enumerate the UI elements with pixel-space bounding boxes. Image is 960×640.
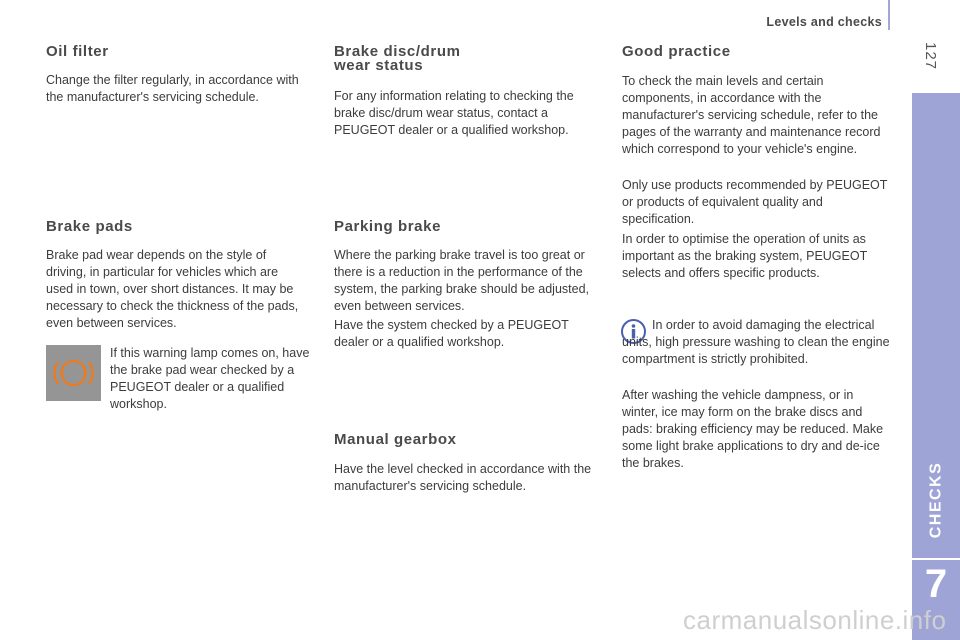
chapter-tab-label: CHECKS <box>927 461 944 539</box>
section-title: Levels and checks <box>766 15 882 29</box>
oil-filter-text: Change the filter regularly, in accordance with the manufacturer's servicing schedule. <box>46 73 299 104</box>
info-text: In order to avoid damaging the electrical units, high pressure washing to clean the engine compartment is strictly prohibited. <box>622 318 890 366</box>
page-number: 127 <box>922 41 939 71</box>
watermark: carmanualsonline.info <box>683 605 947 635</box>
brake-disc-heading-line2: wear status <box>334 57 424 74</box>
parking-brake-heading: Parking brake <box>334 218 442 235</box>
chapter-number: 7 <box>924 562 948 606</box>
chapter-tab-label-wrap <box>912 450 960 550</box>
brake-disc-text: For any information relating to checking the brake disc/drum wear status, contact a PEUGEOT dealer or a qualified workshop. <box>334 89 574 137</box>
brake-disc-heading-line1: Brake disc/drum <box>334 43 461 60</box>
good-practice-text: To check the main levels and certain components, in accordance with the manufacturer's servicing schedule, refer to the pages of the warranty and maintenance record which correspond to your vehicle's engine. <box>622 74 881 156</box>
info-text-2: After washing the vehicle dampness, or in winter, ice may form on the brake discs and pads: braking efficiency may be reduced. Make some light brake applications to dry and de-ice the brakes. <box>622 388 884 470</box>
parking-brake-text: Where the parking brake travel is too great or there is a reduction in the performance of the system, the parking brake should be adjusted, even between services. <box>334 248 590 313</box>
brake-pad-wear-warning-lamp-icon <box>46 345 101 401</box>
parking-brake-text-2: Have the system checked by a PEUGEOT dealer or a qualified workshop. <box>334 318 569 349</box>
good-practice-text-3: In order to optimise the operation of units as important as the braking system, PEUGEOT selects and offers specific products. <box>622 232 868 280</box>
manual-gearbox-heading: Manual gearbox <box>334 431 457 448</box>
header-divider <box>888 0 890 30</box>
good-practice-text-2: Only use products recommended by PEUGEOT or products of equivalent quality and specification. <box>622 178 888 226</box>
good-practice-heading: Good practice <box>622 43 731 60</box>
brake-pads-text: Brake pad wear depends on the style of driving, in particular for vehicles which are used in town, over short distances. It may be necessary to check the thickness of the pads, even between services. <box>46 248 299 330</box>
manual-gearbox-text: Have the level checked in accordance with the manufacturer's servicing schedule. <box>334 462 592 493</box>
brake-pads-heading: Brake pads <box>46 218 133 235</box>
oil-filter-heading: Oil filter <box>46 43 109 60</box>
brake-pads-warning-text: If this warning lamp comes on, have the brake pad wear checked by a PEUGEOT dealer or a qualified workshop. <box>110 346 310 411</box>
